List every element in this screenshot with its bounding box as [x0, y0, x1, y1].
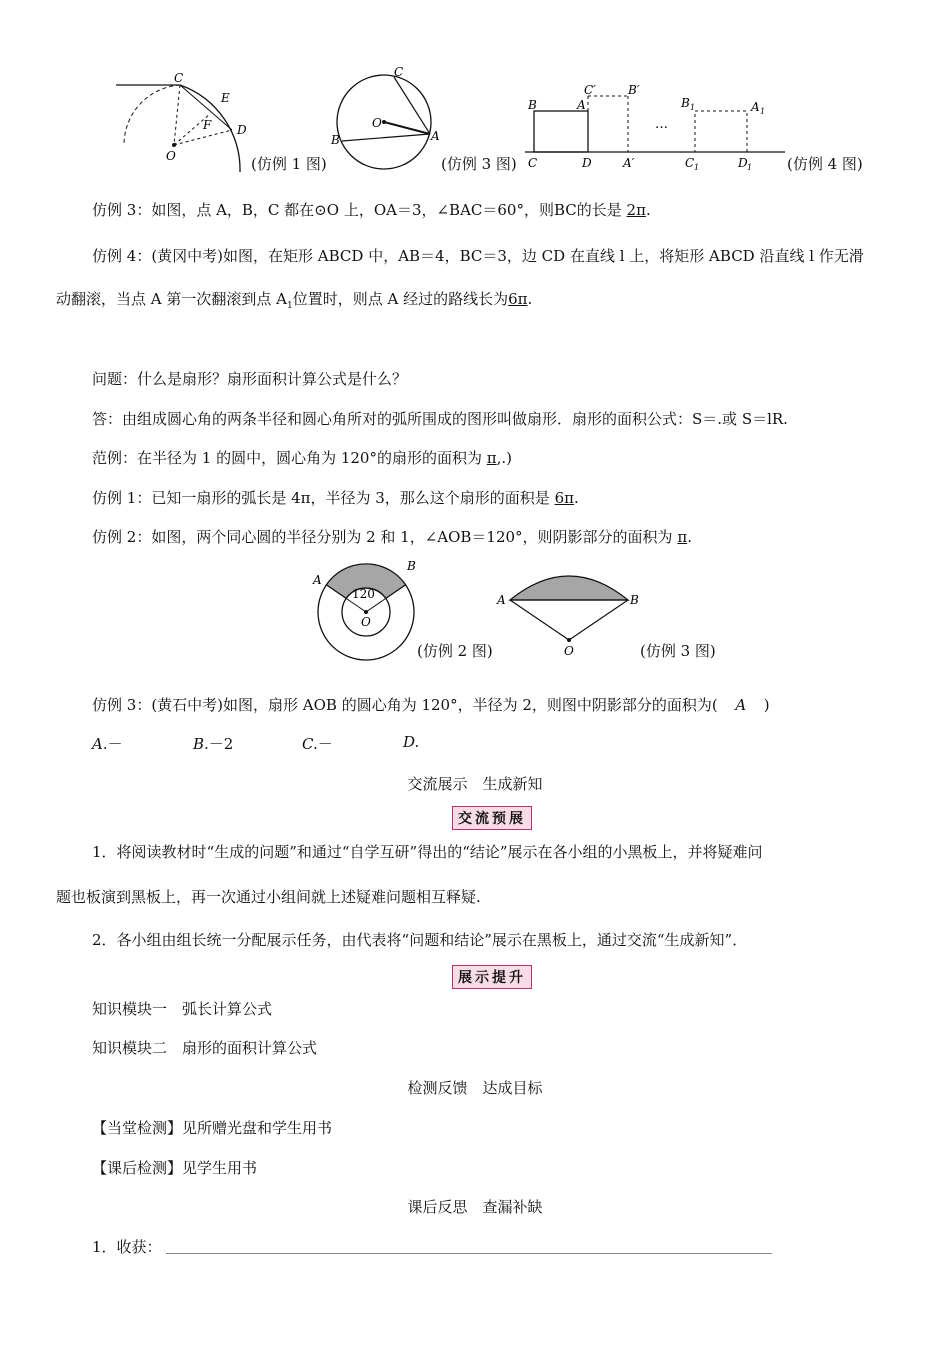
- caption-fig3-top: (仿例 3 图): [441, 155, 517, 173]
- figure-4-rectangles: [520, 80, 790, 176]
- g2-label-O: O: [361, 615, 371, 629]
- choice-b: B.－2: [193, 735, 234, 753]
- gain-label: 1．收获：: [92, 1238, 162, 1256]
- f4-label-Cprime: C′: [584, 83, 596, 97]
- tag-show-improve: 展示提升: [452, 965, 532, 989]
- svg-text:1: 1: [690, 103, 696, 112]
- fangli3-line: 仿例 3：(黄石中考)如图，扇形 AOB 的圆心角为 120°，半径为 2，则图中阴影部分的面积为( A ): [92, 696, 770, 714]
- g2-label-B: B: [407, 559, 416, 573]
- f1-label-C: C: [174, 71, 184, 85]
- caption-fig3-mid: (仿例 3 图): [640, 642, 716, 660]
- answer-6pi: 6π: [508, 290, 528, 308]
- f3-label-A: A: [431, 129, 440, 143]
- step2-line: 2．各小组由组长统一分配展示任务，由代表将“问题和结论”展示在黑板上，通过交流“生成新知”．: [92, 931, 748, 949]
- f4-label-C: C: [528, 156, 538, 170]
- answer-pi-1: π: [486, 449, 497, 467]
- f3-label-O: O: [372, 116, 382, 130]
- example3-line: 仿例 3：如图，点 A，B，C 都在⊙O 上，OA＝3，∠BAC＝60°，则BC的长是 2π.: [92, 201, 651, 219]
- caption-fig4: (仿例 4 图): [787, 155, 863, 173]
- svg-text:1: 1: [760, 107, 766, 116]
- svg-text:1: 1: [694, 163, 700, 172]
- f1-label-F: F: [203, 118, 212, 132]
- g2-label-A: A: [313, 573, 322, 587]
- f3-label-B: B: [331, 133, 340, 147]
- caption-fig2-mid: (仿例 2 图): [417, 642, 493, 660]
- choice-c: C.－: [302, 735, 333, 753]
- lead-4: 仿例 4: [92, 247, 137, 265]
- fangli1-line: 仿例 1：已知一扇形的弧长是 4π，半径为 3，那么这个扇形的面积是 6π.: [92, 489, 579, 507]
- fangli2-line: 仿例 2：如图，两个同心圆的半径分别为 2 和 1，∠AOB＝120°，则阴影部分的面积为 π.: [92, 528, 692, 546]
- f4-label-C1: C: [685, 156, 695, 170]
- f4-label-B1: B: [681, 96, 690, 110]
- f4-dots: …: [655, 117, 668, 132]
- module-1: 知识模块一 弧长计算公式: [92, 1000, 273, 1018]
- choice-d: D.: [403, 733, 420, 751]
- figure-sector: [494, 560, 644, 660]
- g3-label-A: A: [497, 593, 506, 607]
- f4-label-B: B: [528, 98, 537, 112]
- figure-concentric-circles: [308, 554, 428, 670]
- answer-line: 答：由组成圆心角的两条半径和圆心角所对的弧所围成的图形叫做扇形．扇形的面积公式：S＝.或 S＝lR.: [92, 410, 788, 428]
- gain-blank-line[interactable]: [166, 1252, 772, 1254]
- f4-label-A1: A: [751, 100, 760, 114]
- svg-text:1: 1: [747, 163, 753, 172]
- f1-label-E: E: [221, 91, 230, 105]
- tag-exchange-preview: 交流预展: [452, 806, 532, 830]
- example4-line2: 动翻滚，当点 A 第一次翻滚到点 $A_1$位置时，则点 A 经过的路线长为6π.: [56, 290, 533, 311]
- g2-angle: 120: [352, 587, 375, 601]
- check-after: 【课后检测】见学生用书: [92, 1159, 258, 1177]
- question-line: 问题：什么是扇形？扇形面积计算公式是什么？: [92, 370, 408, 388]
- answer-choice: A: [735, 696, 747, 714]
- f4-label-D1: D: [738, 156, 748, 170]
- answer-6pi-2: 6π: [554, 489, 574, 507]
- answer-pi-2: π: [677, 528, 688, 546]
- check-classroom: 【当堂检测】见所赠光盘和学生用书: [92, 1119, 333, 1137]
- example4-line1: 仿例 4：(黄冈中考)如图，在矩形 ABCD 中，AB＝4，BC＝3，边 CD 在直线 l 上，将矩形 ABCD 沿直线 l 作无滑: [92, 247, 864, 265]
- f4-label-D: D: [582, 156, 592, 170]
- g3-label-B: B: [630, 593, 639, 607]
- lead-3: 仿例 3: [92, 201, 137, 219]
- f4-label-Bprime: B′: [628, 83, 640, 97]
- module-2: 知识模块二 扇形的面积计算公式: [92, 1039, 318, 1057]
- fanli-line: 范例：在半径为 1 的圆中，圆心角为 120°的扇形的面积为 π,.): [92, 449, 512, 467]
- f1-label-O: O: [166, 149, 176, 163]
- heading-exchange: 交流展示 生成新知: [407, 775, 543, 793]
- g3-label-O: O: [564, 644, 574, 658]
- answer-2pi: 2π: [626, 201, 646, 219]
- step1-line2: 题也板演到黑板上，再一次通过小组间就上述疑难问题相互释疑.: [56, 888, 481, 906]
- choice-a: A.－: [92, 735, 123, 753]
- caption-fig1: (仿例 1 图): [251, 155, 327, 173]
- f3-label-C: C: [394, 65, 404, 79]
- figure-3-circle: [328, 64, 440, 174]
- heading-feedback: 检测反馈 达成目标: [407, 1079, 543, 1097]
- figure-1-arc: [112, 70, 252, 175]
- f4-label-A: A: [577, 98, 586, 112]
- heading-reflection: 课后反思 查漏补缺: [407, 1198, 543, 1216]
- step1-line1: 1．将阅读教材时“生成的问题”和通过“自学互研”得出的“结论”展示在各小组的小黑板上，并将疑难问: [92, 843, 763, 861]
- f1-label-D: D: [237, 123, 247, 137]
- f4-label-Aprime: A′: [623, 156, 635, 170]
